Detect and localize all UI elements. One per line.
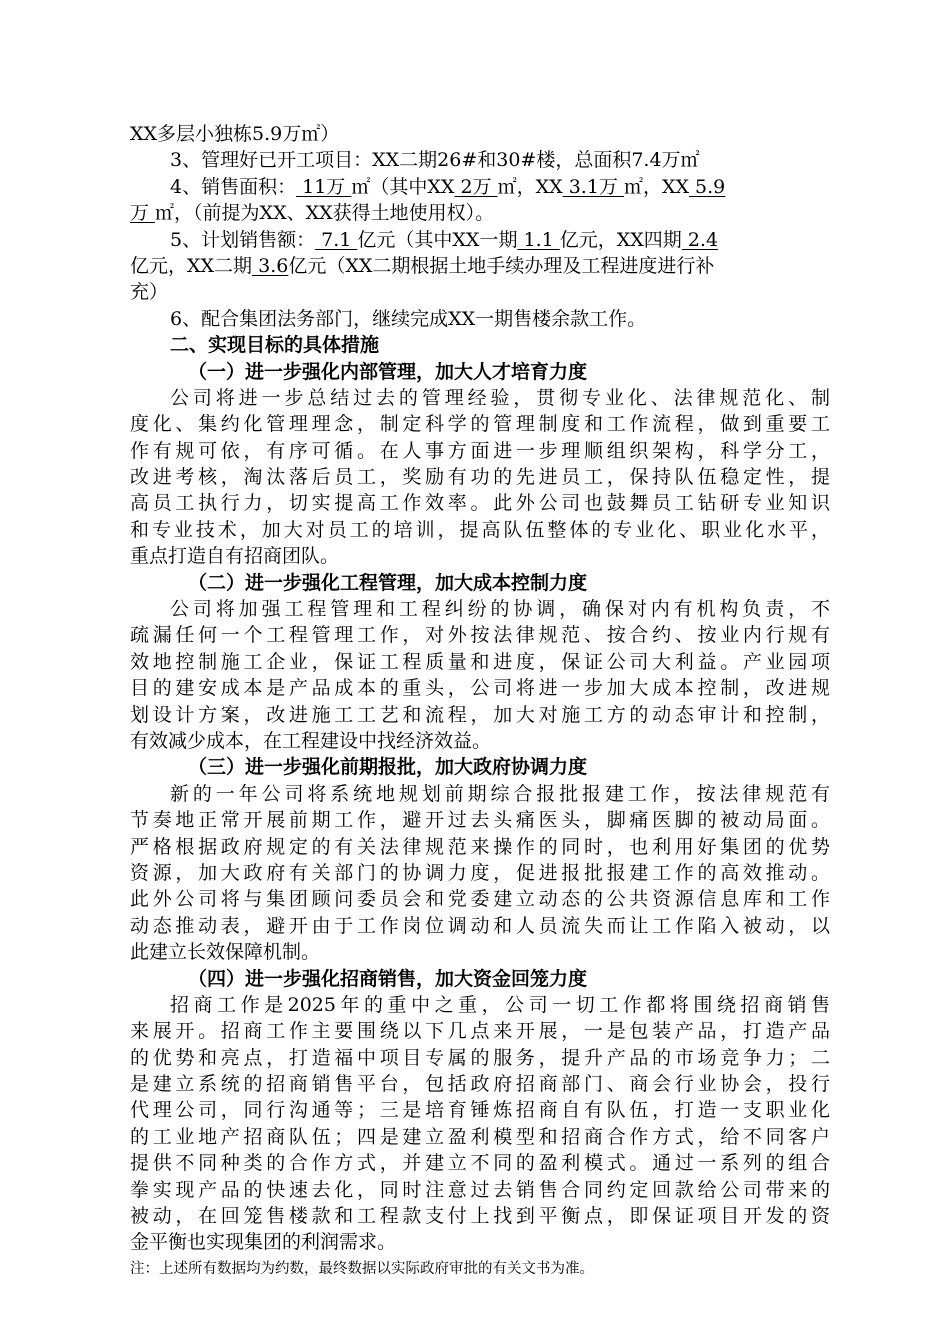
- paragraph-line: 动态推动表，避开由于工作岗位调动和人员流失而让工作陷入被动，以: [130, 914, 830, 937]
- subsection-1-heading: （一）进一步强化内部管理，加大人才培育力度: [188, 360, 588, 383]
- paragraph-line: 疏漏任何一个工程管理工作，对外按法律规范、按合约、按业内行规有: [130, 624, 830, 647]
- paragraph-line: 招商工作是2025年的重中之重，公司一切工作都将围绕招商销售: [170, 993, 830, 1016]
- target-item-5-line-3: 充）: [130, 281, 169, 304]
- paragraph-line: 此外公司将与集团顾问委员会和党委建立动态的公共资源信息库和工作: [130, 888, 830, 911]
- document-page: [130, 121, 830, 1282]
- paragraph-line: 严格根据政府规定的有关法律规范来操作的同时，也利用好集团的优势: [130, 835, 830, 858]
- target-item-4-line-1: [130, 174, 830, 200]
- underlined-value: 3.1万: [562, 175, 624, 198]
- target-item-6: 6、配合集团法务部门，继续完成XX一期售楼余款工作。: [170, 307, 647, 330]
- underlined-value: 万: [130, 202, 156, 225]
- paragraph-line: 高员工执行力，切实提高工作效率。此外公司也鼓舞员工钻研专业知识: [130, 492, 830, 515]
- paragraph-line: 新的一年公司将系统地规划前期综合报批报建工作，按法律规范有: [170, 782, 830, 805]
- paragraph-line: 的工业地产招商队伍；四是建立盈利模型和招商合作方式，给不同客户: [130, 1125, 830, 1148]
- paragraph-line: 金平衡也实现集团的利润需求。: [130, 1231, 397, 1254]
- text: 亿元，XX四期: [559, 228, 682, 251]
- text: ㎡，（前提为XX、XX获得土地使用权）。: [155, 202, 495, 225]
- underlined-value: 11万: [296, 175, 352, 198]
- paragraph-line: 作有规可依，有序可循。在人事方面进一步理顺组织架构，科学分工，: [130, 439, 830, 462]
- paragraph-line: 划设计方案，改进施工工艺和流程，加大对施工方的动态审计和控制，: [130, 703, 830, 726]
- underlined-value: 5.9: [689, 175, 726, 198]
- underlined-value: 2万: [454, 175, 498, 198]
- paragraph-line: 重点打造自有招商团队。: [130, 545, 340, 568]
- paragraph-line: 被动，在回笼售楼款和工程款支付上找到平衡点，即保证项目开发的资: [130, 1205, 830, 1228]
- text: ㎡（其中XX: [351, 175, 455, 198]
- target-item-5-line-2: [130, 253, 830, 279]
- paragraph-line: 有效减少成本，在工程建设中找经济效益。: [130, 729, 492, 752]
- paragraph-line: 和专业技术，加大对员工的培训，提高队伍整体的专业化、职业化水平，: [130, 518, 830, 541]
- paragraph-line: 效地控制施工企业，保证工程质量和进度，保证公司大利益。产业园项: [130, 650, 830, 673]
- text: ㎡，XX: [497, 175, 563, 198]
- paragraph-line: 目的建安成本是产品成本的重头，公司将进一步加大成本控制，改进规: [130, 677, 830, 700]
- text: ㎡，XX: [623, 175, 690, 198]
- target-item-4-line-2: [130, 200, 830, 226]
- underlined-value: 7.1: [315, 228, 358, 251]
- paragraph-line: 拳实现产品的快速去化，同时注意过去销售合同约定回款给公司带来的: [130, 1178, 830, 1201]
- target-item-5-line-1: [130, 227, 830, 253]
- text: 5、计划销售额：: [170, 228, 316, 251]
- paragraph-line: 来展开。招商工作主要围绕以下几点来开展，一是包装产品，打造产品: [130, 1020, 830, 1043]
- text: 亿元，XX二期: [130, 254, 253, 277]
- target-item-3: 3、管理好已开工项目：XX二期26#和30#楼，总面积7.4万㎡: [170, 149, 700, 172]
- paragraph-line: 资源，加大政府有关部门的协调力度，促进报批报建工作的高效推动。: [130, 861, 830, 884]
- paragraph-line: 的优势和亮点，打造福中项目专属的服务，提升产品的市场竞争力；二: [130, 1046, 830, 1069]
- underlined-value: 3.6: [252, 254, 289, 277]
- subsection-2-heading: （二）进一步强化工程管理，加大成本控制力度: [188, 571, 588, 594]
- paragraph-line: 提供不同种类的合作方式，并建立不同的盈利模式。通过一系列的组合: [130, 1152, 830, 1175]
- subsection-4-heading: （四）进一步强化招商销售，加大资金回笼力度: [188, 967, 588, 990]
- text: 4、销售面积：: [170, 175, 297, 198]
- paragraph-line: 代理公司，同行沟通等；三是培育锤炼招商自有队伍，打造一支职业化: [130, 1099, 830, 1122]
- paragraph-line: 公司将加强工程管理和工程纠纷的协调，确保对内有机构负责，不: [170, 598, 830, 621]
- target-line-1: XX多层小独栋5.9万㎡）: [130, 123, 340, 145]
- section-2-heading: 二、实现目标的具体措施: [170, 334, 380, 357]
- paragraph-line: 改进考核，淘汰落后员工，奖励有功的先进员工，保持队伍稳定性，提: [130, 466, 830, 489]
- paragraph-line: 此建立长效保障机制。: [130, 941, 321, 964]
- paragraph-line: 节奏地正常开展前期工作，避开过去头痛医头，脚痛医脚的被动局面。: [130, 809, 830, 832]
- text: 亿元（其中XX一期: [357, 228, 518, 251]
- subsection-3-heading: （三）进一步强化前期报批，加大政府协调力度: [188, 756, 588, 779]
- paragraph-line: 度化、集约化管理理念，制定科学的管理制度和工作流程，做到重要工: [130, 413, 830, 436]
- underlined-value: 2.4: [681, 228, 719, 251]
- paragraph-line: 是建立系统的招商销售平台，包括政府招商部门、商会行业协会，投行: [130, 1073, 830, 1096]
- text: 亿元（XX二期根据土地手续办理及工程进度进行补: [288, 254, 715, 277]
- paragraph-line: 公司将进一步总结过去的管理经验，贯彻专业化、法律规范化、制: [170, 386, 830, 409]
- underlined-value: 1.1: [517, 228, 560, 251]
- footnote: 注：上述所有数据均为约数，最终数据以实际政府审批的有关文书为准。: [130, 1260, 594, 1277]
